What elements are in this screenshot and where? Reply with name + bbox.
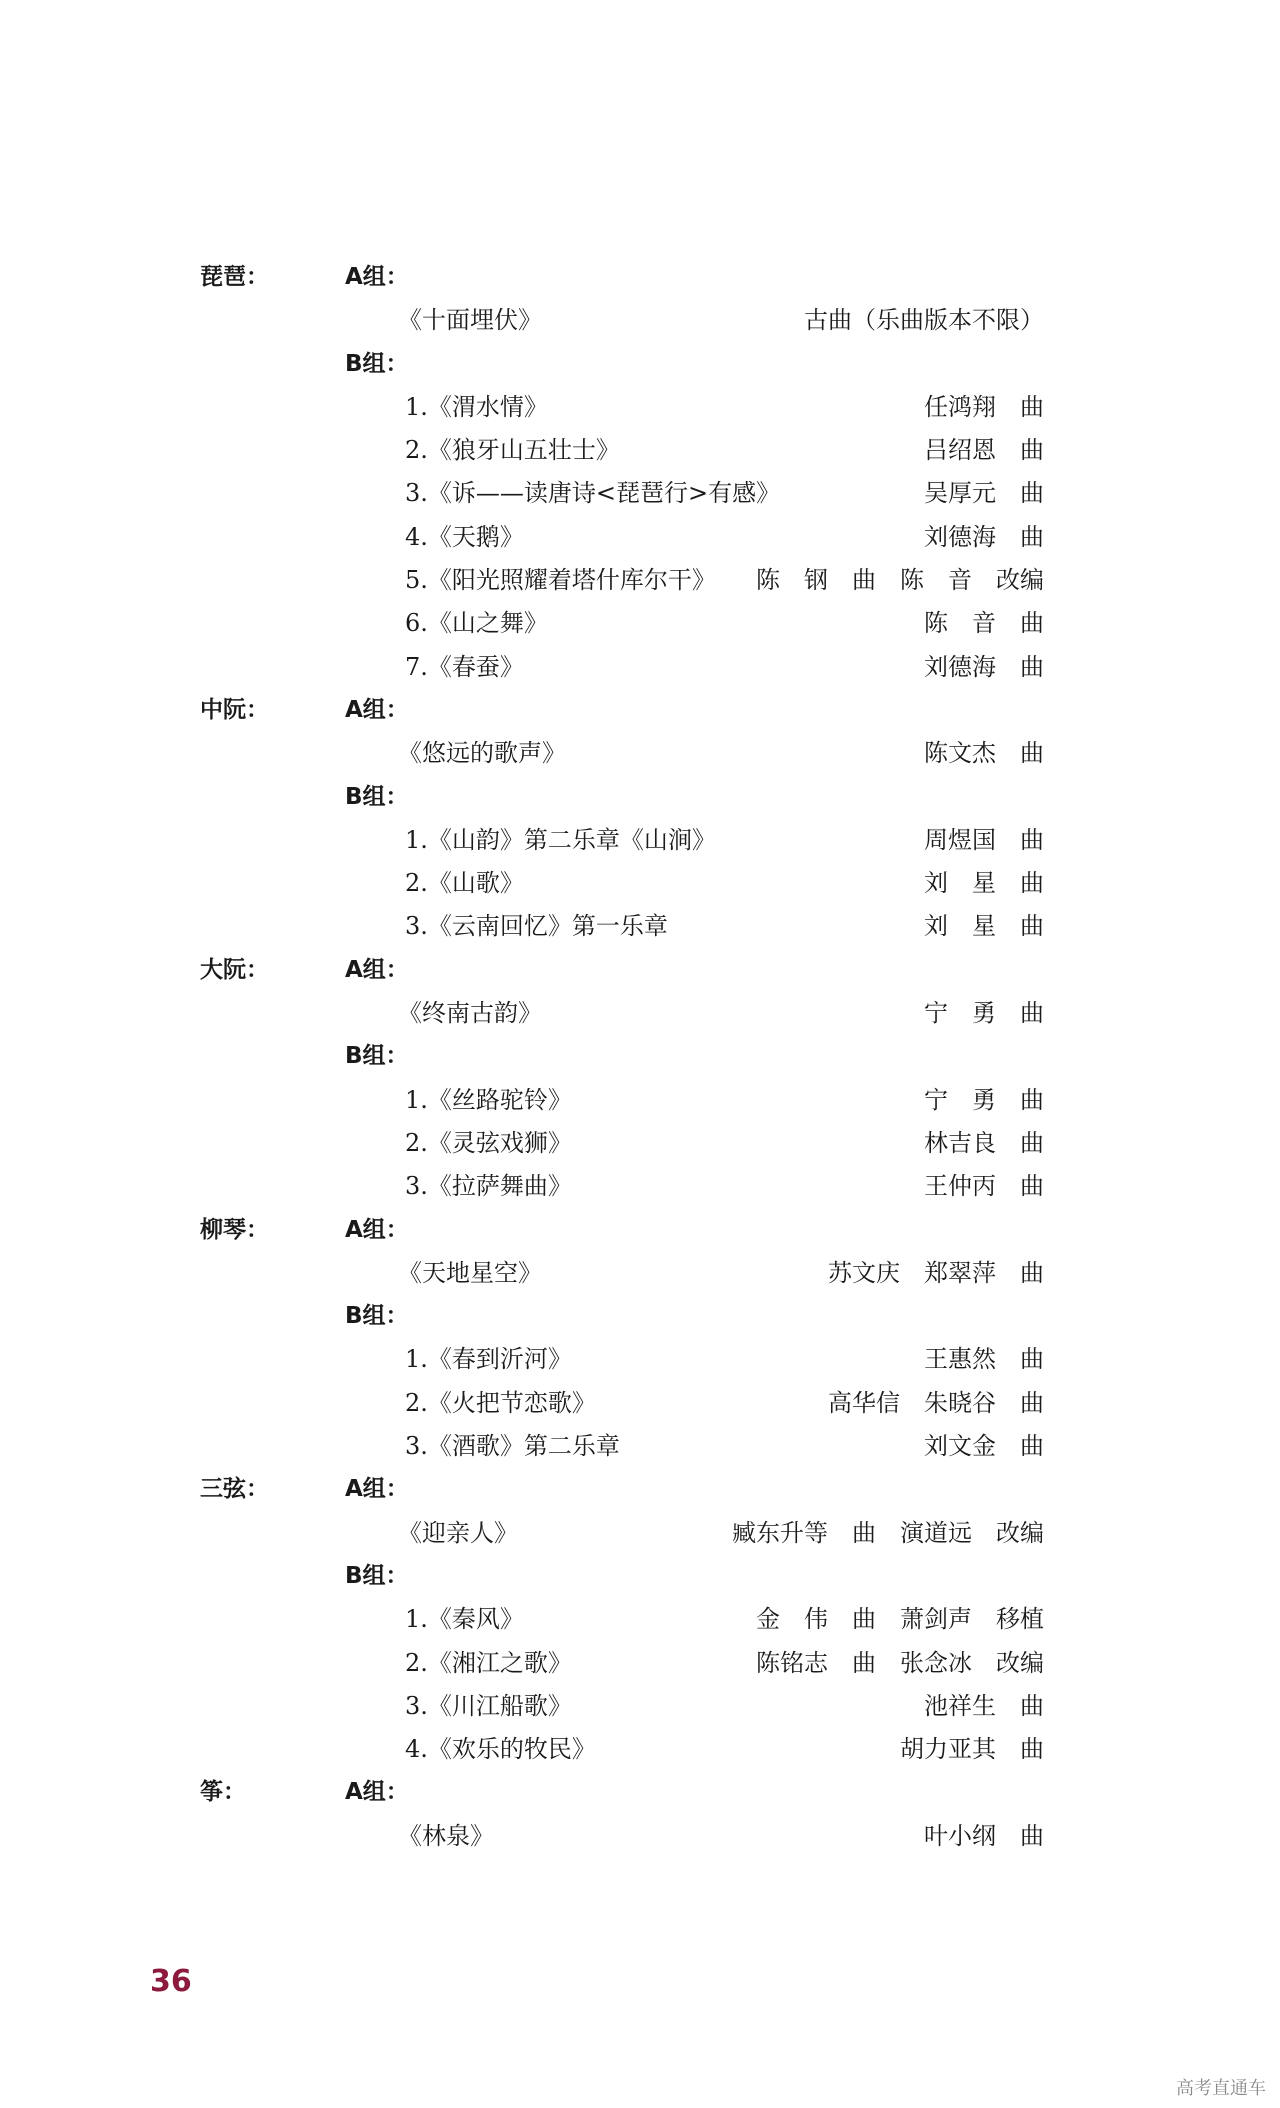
composer-credits xyxy=(924,905,1044,948)
credit-part: 曲 xyxy=(1020,479,1044,508)
composer-credits xyxy=(924,1425,1044,1468)
group-header-row xyxy=(0,1771,1280,1814)
piece-row xyxy=(0,646,1280,689)
piece-title: 4.《天鹅》 xyxy=(405,522,524,551)
group-header-row xyxy=(0,689,1280,732)
composer-credits xyxy=(900,1728,1044,1771)
credit-part: 刘文金 xyxy=(924,1432,996,1461)
piece-row xyxy=(0,819,1280,862)
piece-title: 1.《丝路驼铃》 xyxy=(405,1085,572,1114)
piece-row xyxy=(0,862,1280,905)
piece-title: 3.《拉萨舞曲》 xyxy=(405,1172,572,1201)
group-header-row xyxy=(0,949,1280,992)
instrument-label: 琵琶： xyxy=(200,264,269,290)
credit-part: 曲 xyxy=(1020,609,1044,638)
piece-row xyxy=(0,1512,1280,1555)
piece-title: 6.《山之舞》 xyxy=(405,609,548,638)
credit-part: 吕绍恩 xyxy=(924,436,996,465)
piece-title: 《十面埋伏》 xyxy=(398,306,542,335)
composer-credits xyxy=(924,732,1044,775)
piece-title: 《林泉》 xyxy=(398,1821,494,1850)
credit-part: 曲 xyxy=(1020,1735,1044,1764)
credit-part: 宁 勇 xyxy=(924,999,996,1028)
credit-part: 曲 xyxy=(852,1518,876,1547)
credit-part: 曲 xyxy=(852,1648,876,1677)
piece-title: 《悠远的歌声》 xyxy=(398,739,566,768)
credit-part: 曲 xyxy=(1020,1821,1044,1850)
piece-title: 7.《春蚕》 xyxy=(405,652,524,681)
piece-title: 2.《灵弦戏狮》 xyxy=(405,1128,572,1157)
piece-row xyxy=(0,429,1280,472)
piece-row xyxy=(0,1252,1280,1295)
credit-part: 叶小纲 xyxy=(924,1821,996,1850)
instrument-label: 柳琴： xyxy=(200,1216,269,1243)
credit-part: 曲 xyxy=(1020,869,1044,898)
credit-part: 曲 xyxy=(1020,1691,1044,1720)
credit-part: 陈 钢 xyxy=(756,566,828,595)
piece-title: 5.《阳光照耀着塔什库尔干》 xyxy=(405,566,716,595)
piece-row xyxy=(0,602,1280,645)
group-label: B组： xyxy=(345,1303,409,1330)
group-label: A组： xyxy=(345,1216,409,1243)
composer-credits xyxy=(924,516,1044,559)
group-label: A组： xyxy=(345,696,409,723)
piece-title: 2.《火把节恋歌》 xyxy=(405,1388,596,1417)
credit-part: 吴厚元 xyxy=(924,479,996,508)
piece-row xyxy=(0,1382,1280,1425)
piece-row xyxy=(0,1642,1280,1685)
credit-part: 曲 xyxy=(1020,1258,1044,1287)
credit-part: 改编 xyxy=(996,1518,1044,1547)
composer-credits xyxy=(924,1685,1044,1728)
repertoire-list xyxy=(0,256,1280,1858)
group-label: A组： xyxy=(345,1779,409,1806)
credit-part: 曲 xyxy=(1020,825,1044,854)
credit-part: 刘 星 xyxy=(924,912,996,941)
credit-part: 曲 xyxy=(1020,999,1044,1028)
composer-credits xyxy=(924,1815,1044,1858)
composer-credits xyxy=(924,472,1044,515)
piece-title: 1.《渭水情》 xyxy=(405,392,548,421)
watermark: 高考直通车 xyxy=(1176,2078,1266,2099)
composer-credits xyxy=(924,386,1044,429)
group-label: B组： xyxy=(345,783,409,810)
credit-part: 改编 xyxy=(996,1648,1044,1677)
group-label: A组： xyxy=(345,956,409,983)
credit-part: 陈 音 xyxy=(924,609,996,638)
piece-row xyxy=(0,992,1280,1035)
group-header-row xyxy=(0,1295,1280,1338)
credit-part: 古曲（乐曲版本不限） xyxy=(804,306,1044,335)
instrument-label: 筝： xyxy=(200,1779,246,1806)
piece-title: 3.《诉——读唐诗<琵琶行>有感》 xyxy=(405,479,781,508)
composer-credits xyxy=(924,819,1044,862)
credit-part: 林吉良 xyxy=(924,1128,996,1157)
page-number: 36 xyxy=(150,1964,192,1999)
piece-row xyxy=(0,1122,1280,1165)
composer-credits xyxy=(924,1165,1044,1208)
credit-part: 高华信 xyxy=(828,1388,900,1417)
credit-part: 曲 xyxy=(1020,1085,1044,1114)
piece-row xyxy=(0,1815,1280,1858)
piece-row xyxy=(0,1425,1280,1468)
piece-row xyxy=(0,905,1280,948)
credit-part: 朱晓谷 xyxy=(924,1388,996,1417)
credit-part: 王惠然 xyxy=(924,1345,996,1374)
credit-part: 宁 勇 xyxy=(924,1085,996,1114)
composer-credits xyxy=(924,646,1044,689)
composer-credits xyxy=(756,1598,1044,1641)
group-header-row xyxy=(0,776,1280,819)
credit-part: 曲 xyxy=(852,566,876,595)
composer-credits xyxy=(804,299,1044,342)
piece-row xyxy=(0,1598,1280,1641)
composer-credits xyxy=(924,862,1044,905)
group-label: A组： xyxy=(345,1476,409,1503)
credit-part: 曲 xyxy=(1020,1345,1044,1374)
piece-title: 3.《川江船歌》 xyxy=(405,1691,572,1720)
credit-part: 刘 星 xyxy=(924,869,996,898)
group-label: B组： xyxy=(345,1562,409,1589)
credit-part: 任鸿翔 xyxy=(924,392,996,421)
credit-part: 刘德海 xyxy=(924,652,996,681)
credit-part: 池祥生 xyxy=(924,1691,996,1720)
credit-part: 曲 xyxy=(1020,392,1044,421)
group-header-row xyxy=(0,1035,1280,1078)
credit-part: 陈文杰 xyxy=(924,739,996,768)
credit-part: 苏文庆 xyxy=(828,1258,900,1287)
piece-title: 1.《山韵》第二乐章《山涧》 xyxy=(405,825,716,854)
piece-title: 4.《欢乐的牧民》 xyxy=(405,1735,596,1764)
group-header-row xyxy=(0,1209,1280,1252)
instrument-label: 中阮： xyxy=(200,696,269,723)
credit-part: 王仲丙 xyxy=(924,1172,996,1201)
composer-credits xyxy=(756,1642,1044,1685)
composer-credits xyxy=(924,1079,1044,1122)
group-header-row xyxy=(0,1468,1280,1511)
composer-credits xyxy=(924,429,1044,472)
composer-credits xyxy=(828,1252,1044,1295)
piece-row xyxy=(0,1165,1280,1208)
credit-part: 曲 xyxy=(1020,1388,1044,1417)
piece-row xyxy=(0,1685,1280,1728)
piece-row xyxy=(0,386,1280,429)
piece-title: 1.《秦风》 xyxy=(405,1605,524,1634)
credit-part: 曲 xyxy=(1020,739,1044,768)
group-header-row xyxy=(0,1555,1280,1598)
credit-part: 胡力亚其 xyxy=(900,1735,996,1764)
group-header-row xyxy=(0,256,1280,299)
credit-part: 陈 音 xyxy=(900,566,972,595)
piece-row xyxy=(0,732,1280,775)
piece-title: 《天地星空》 xyxy=(398,1258,542,1287)
piece-row xyxy=(0,472,1280,515)
group-label: B组： xyxy=(345,350,409,377)
credit-part: 曲 xyxy=(852,1605,876,1634)
instrument-label: 大阮： xyxy=(200,956,269,983)
group-header-row xyxy=(0,343,1280,386)
credit-part: 臧东升等 xyxy=(732,1518,828,1547)
credit-part: 演道远 xyxy=(900,1518,972,1547)
piece-title: 《迎亲人》 xyxy=(398,1518,518,1547)
credit-part: 曲 xyxy=(1020,652,1044,681)
credit-part: 曲 xyxy=(1020,912,1044,941)
composer-credits xyxy=(924,992,1044,1035)
credit-part: 刘德海 xyxy=(924,522,996,551)
credit-part: 曲 xyxy=(1020,1172,1044,1201)
piece-row xyxy=(0,1338,1280,1381)
credit-part: 周煜国 xyxy=(924,825,996,854)
piece-title: 3.《酒歌》第二乐章 xyxy=(405,1432,620,1461)
credit-part: 曲 xyxy=(1020,1432,1044,1461)
piece-title: 《终南古韵》 xyxy=(398,999,542,1028)
piece-row xyxy=(0,1079,1280,1122)
credit-part: 萧剑声 xyxy=(900,1605,972,1634)
instrument-label: 三弦： xyxy=(200,1476,269,1503)
composer-credits xyxy=(732,1512,1044,1555)
group-label: A组： xyxy=(345,264,409,290)
piece-row xyxy=(0,516,1280,559)
piece-title: 3.《云南回忆》第一乐章 xyxy=(405,912,668,941)
group-label: B组： xyxy=(345,1043,409,1070)
piece-row xyxy=(0,1728,1280,1771)
credit-part: 曲 xyxy=(1020,436,1044,465)
credit-part: 张念冰 xyxy=(900,1648,972,1677)
credit-part: 曲 xyxy=(1020,1128,1044,1157)
credit-part: 改编 xyxy=(996,566,1044,595)
credit-part: 移植 xyxy=(996,1605,1044,1634)
composer-credits xyxy=(924,1122,1044,1165)
piece-row xyxy=(0,559,1280,602)
piece-row xyxy=(0,299,1280,342)
credit-part: 郑翠萍 xyxy=(924,1258,996,1287)
piece-title: 1.《春到沂河》 xyxy=(405,1345,572,1374)
credit-part: 曲 xyxy=(1020,522,1044,551)
composer-credits xyxy=(924,602,1044,645)
composer-credits xyxy=(924,1338,1044,1381)
composer-credits xyxy=(828,1382,1044,1425)
piece-title: 2.《狼牙山五壮士》 xyxy=(405,436,620,465)
credit-part: 金 伟 xyxy=(756,1605,828,1634)
credit-part: 陈铭志 xyxy=(756,1648,828,1677)
piece-title: 2.《湘江之歌》 xyxy=(405,1648,572,1677)
piece-title: 2.《山歌》 xyxy=(405,869,524,898)
composer-credits xyxy=(756,559,1044,602)
